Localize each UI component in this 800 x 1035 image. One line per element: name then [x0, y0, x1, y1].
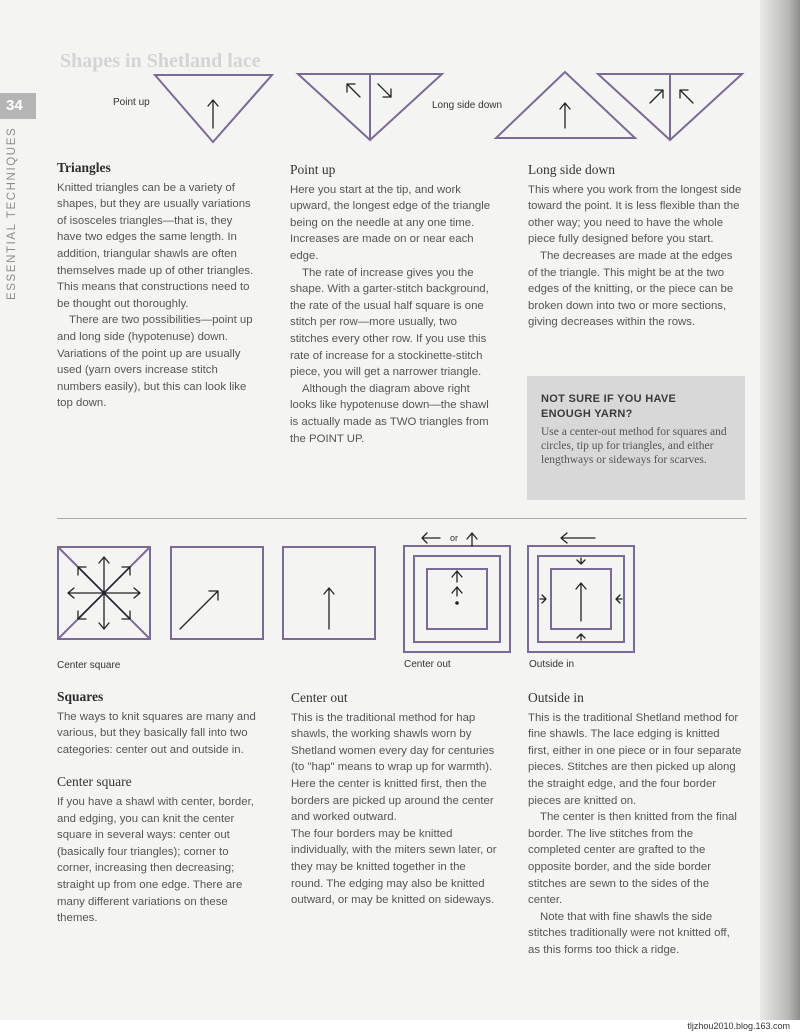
footer-bar — [0, 1020, 800, 1035]
squares-heading: Squares — [57, 689, 104, 704]
right-arrow-icon — [540, 595, 546, 603]
outside-in-heading: Outside in — [528, 690, 584, 705]
corner-square-shape — [171, 547, 263, 639]
up-arrow-icon — [467, 533, 477, 546]
center-out-paragraph: This is the traditional method for hap shawls, the working shawls worn by Shetland women every day for centuries (to "hap" means to wrap up for warmth). Here the center is knitted first, then the borders are picked up around the center and worked outward. — [291, 711, 495, 824]
center-square-fig-label: Center square — [57, 660, 121, 671]
squares-paragraph: The ways to knit squares are many and various, but they basically fall into two categories: center out and outside in. — [57, 710, 256, 756]
long-side-down-paragraph: This where you work from the longest side toward the point. It is less flexible than the other way; you need to have the whole piece fully designed before you start. — [528, 183, 742, 246]
diagonal-arrow-icon — [180, 591, 218, 629]
outside-in-fig-label: Outside in — [529, 659, 575, 670]
tip-title: NOT SURE IF YOU HAVE — [541, 393, 677, 405]
center-out-outer — [404, 546, 510, 652]
left-arrow-icon — [422, 533, 440, 543]
point-up-heading: Point up — [290, 162, 336, 177]
faded-heading: Shapes in Shetland lace — [60, 50, 261, 72]
long-side-down-heading: Long side down — [528, 162, 615, 177]
point-up-paragraph: Although the diagram above right looks like hypotenuse down—the shawl is actually made as TWO triangles from the POINT UP. — [290, 382, 489, 445]
left-arrow-icon — [616, 595, 622, 603]
point-up-fig-label: Point up — [113, 97, 150, 108]
up-arrow-icon — [324, 588, 334, 629]
point-up-paragraph: Here you start at the tip, and work upward, the longest edge of the triangle being on the needle at any one time. Increases are made on or near each edge. — [290, 183, 491, 262]
center-out-heading: Center out — [291, 690, 348, 705]
up-arrow-icon — [576, 583, 586, 621]
up-arrow-icon — [452, 587, 462, 596]
outside-in-paragraph: Note that with fine shawls the side stitches traditionally were not knitted off, as this forms too thick a ridge. — [528, 910, 730, 956]
multi-arrow-icon — [68, 557, 140, 629]
center-out-section — [291, 690, 501, 909]
up-arrow-icon — [577, 634, 585, 640]
center-out-or-label: or — [450, 533, 459, 543]
up-arrow-icon — [452, 571, 462, 582]
page-number: 34 — [0, 93, 36, 119]
long-side-down-paragraph: The decreases are made at the edges of the triangle. This might be at the two edges of the knitting, or the piece can be broken down into two or more sections, giving decreases within the rows. — [528, 249, 734, 329]
long-side-down-fig-label: Long side down — [432, 100, 503, 111]
triangles-heading: Triangles — [57, 160, 111, 175]
outside-in-section — [528, 690, 743, 959]
triangles-paragraph: Knitted triangles can be a variety of shapes, but they are usually variations of isosceles triangles—that is, they have two edges the same length. In addition, triangular shawls are often themselves made up of other triangles. This means that constructions need to be thought out thoroughly. — [57, 181, 254, 310]
center-out-fig-label: Center out — [404, 659, 451, 670]
center-square-heading: Center square — [57, 774, 132, 790]
section-label: ESSENTIAL TECHNIQUES — [6, 126, 18, 300]
outside-in-paragraph: The center is then knitted from the final border. The live stitches from the completed center are grafted to the opposite border, and the side border stitches are sewn to the sides of the center. — [528, 811, 737, 907]
tip-body: Use a center-out method for squares and circles, tip up for triangles, and either lengthways or sideways for scarves. — [541, 426, 727, 466]
down-arrow-icon — [577, 558, 585, 564]
center-square-paragraph: If you have a shawl with center, border, and edging, you can knit the center square in several ways: center out (basically four triangles); corner to corner, increasing then decreasing; straight up from one edge. There are many different variations on these themes. — [57, 795, 254, 925]
squares-section — [57, 689, 265, 927]
watermark: tljzhou2010.blog.163.com — [687, 1021, 790, 1031]
point-up-paragraph: The rate of increase gives you the shape. With a garter-stitch background, the rate of the usual half square is one stitch per row—more usually, two stitches every other row. If you use this rate of increase for a stockinette-stitch piece, you will get a narrower triangle. — [290, 266, 489, 379]
outside-in-paragraph: This is the traditional Shetland method for fine shawls. The lace edging is knitted first, either in one piece or in four separate pieces. Stitches are then picked up along the straight edge, and the four border pieces are knitted on. — [528, 711, 742, 807]
tip-title: ENOUGH YARN? — [541, 408, 633, 420]
triangles-paragraph: There are two possibilities—point up and long side (hypotenuse) down. Variations of the point up are usually used (yarn overs increase stitch numbers easily), but this can look like top down. — [57, 314, 253, 410]
center-out-paragraph: The four borders may be knitted individually, with the miters sewn later, or they may be knitted together in the round. The edging may also be knitted outward, or may be knitted on sideways. — [291, 827, 497, 907]
left-arrow-icon — [561, 533, 595, 543]
